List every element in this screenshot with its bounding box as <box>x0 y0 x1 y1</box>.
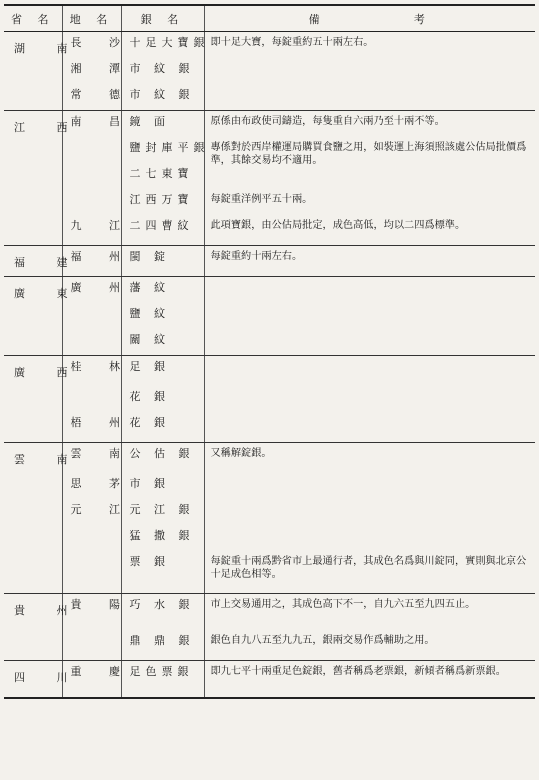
header-remarks-a: 備 <box>308 12 326 26</box>
remarks-cell <box>204 32 535 111</box>
silver-name: 元 江 銀 <box>129 503 195 516</box>
remark-text: 每錠重洋例平五十兩。 <box>210 194 313 205</box>
remark-text: 此項寶銀，由公估局批定，成色高低，均以二四爲標準。 <box>210 220 466 231</box>
silver-name: 市 紋 銀 <box>129 88 195 101</box>
silver-cell <box>121 246 204 277</box>
silver-name: 巧 水 銀 <box>129 598 195 611</box>
remark-text <box>205 277 536 303</box>
province-name: 廣 西 <box>14 366 82 379</box>
place-name <box>63 630 121 660</box>
silver-name: 花 銀 <box>129 416 170 429</box>
place-cell <box>62 661 132 699</box>
silver-cell <box>121 111 210 246</box>
remarks-cell <box>204 111 535 246</box>
province-name: 廣 東 <box>14 287 82 300</box>
table-row <box>4 111 535 246</box>
silver-name: 二四曹紋 <box>129 219 194 232</box>
remarks-cell <box>204 594 535 661</box>
place-name <box>63 189 121 215</box>
place-name: 九 江 <box>70 219 132 232</box>
remark-text: 即十足大寶，每錠重約五十兩左右。 <box>210 37 374 48</box>
header-remarks-b: 考 <box>413 12 431 26</box>
place-name: 貴 陽 <box>70 598 132 611</box>
place-name: 雲 南 <box>70 447 132 460</box>
place-name <box>63 163 121 189</box>
silver-name: 足 銀 <box>129 360 170 373</box>
place-cell <box>62 246 132 277</box>
place-name: 福 州 <box>70 250 132 263</box>
silver-cell <box>121 277 204 356</box>
remark-text: 又稱解錠銀。 <box>210 448 272 459</box>
province-name: 湖 南 <box>14 42 82 55</box>
place-name: 思 茅 <box>70 477 132 490</box>
place-name <box>63 525 121 551</box>
table-row <box>4 32 535 111</box>
place-name <box>63 386 121 412</box>
remark-text <box>205 303 536 329</box>
place-cell <box>62 111 132 246</box>
remark-text <box>205 525 536 551</box>
header-province: 省 名 <box>4 5 62 32</box>
remark-text <box>205 412 536 442</box>
place-name: 湘 潭 <box>70 62 132 75</box>
province-cell <box>4 594 82 661</box>
place-name <box>63 303 121 329</box>
table-row <box>4 661 535 699</box>
remark-text: 即九七平十兩重足色錠銀，舊者稱爲老票銀，新傾者稱爲新票銀。 <box>210 666 506 677</box>
remark-text <box>205 386 536 412</box>
province-cell <box>4 356 82 443</box>
place-name <box>63 137 121 163</box>
table-row <box>4 594 535 661</box>
place-name: 梧 州 <box>70 416 132 429</box>
silver-name: 市 銀 <box>129 477 170 490</box>
remark-text <box>205 58 536 84</box>
remark-text <box>205 163 536 189</box>
place-cell <box>62 356 132 443</box>
place-name: 廣 州 <box>70 281 132 294</box>
province-cell <box>4 277 82 356</box>
table-row <box>4 246 535 277</box>
remarks-cell <box>204 246 535 277</box>
place-name: 元 江 <box>70 503 132 516</box>
place-name: 常 德 <box>70 88 132 101</box>
province-cell <box>4 111 82 246</box>
place-name: 桂 林 <box>70 360 132 373</box>
silver-name: 十足大寶銀 <box>129 36 210 49</box>
remark-text: 銀色自九八五至九九五，銀兩交易作爲輔助之用。 <box>210 635 435 646</box>
remark-text <box>205 499 536 525</box>
silver-name: 市 紋 銀 <box>129 62 195 75</box>
remark-text: 原係由布政使司鑄造，每隻重自六兩乃至十兩不等。 <box>210 116 445 127</box>
silver-cell <box>121 661 204 699</box>
silver-ingot-table <box>4 4 535 699</box>
remark-text <box>205 329 536 355</box>
place-name: 重 慶 <box>70 665 132 678</box>
remarks-cell <box>204 356 535 443</box>
table-row <box>4 443 535 594</box>
silver-name: 鹽封庫平銀 <box>129 141 210 154</box>
silver-name: 鼎 鼎 銀 <box>129 634 195 647</box>
place-name <box>63 551 121 593</box>
silver-cell <box>121 32 210 111</box>
table-header-row <box>4 5 535 32</box>
place-name: 南 昌 <box>70 115 132 128</box>
remark-text: 專係對於西岸權運局購買食鹽之用，如裝運上海須照該處公估局批價爲準，其餘交易均不適用。 <box>210 142 527 166</box>
silver-name: 鹽 紋 <box>129 307 170 320</box>
place-cell <box>62 277 132 356</box>
table-row <box>4 277 535 356</box>
place-cell <box>62 594 132 661</box>
silver-name: 足色票銀 <box>129 665 194 678</box>
province-name: 雲 南 <box>14 453 82 466</box>
place-cell <box>62 32 132 111</box>
silver-name: 江西万寶 <box>129 193 194 206</box>
silver-cell <box>121 594 204 661</box>
province-name: 福 建 <box>14 256 82 269</box>
province-cell <box>4 443 82 594</box>
silver-name: 鏡 面 <box>129 115 170 128</box>
remark-text <box>205 473 536 499</box>
place-name <box>63 329 121 355</box>
table-row <box>4 356 535 443</box>
province-cell <box>4 32 82 111</box>
remarks-cell <box>204 443 535 594</box>
silver-name: 花 銀 <box>129 390 170 403</box>
remark-text: 每錠重約十兩左右。 <box>210 251 303 262</box>
remark-text <box>205 356 536 386</box>
silver-cell <box>121 443 204 594</box>
silver-name: 猛 撒 銀 <box>129 529 195 542</box>
remark-text: 市上交易通用之，其成色高下不一，自九六五至九四五止。 <box>210 599 476 610</box>
silver-name: 閩 錠 <box>129 250 170 263</box>
silver-ingot-table-page <box>4 4 535 776</box>
remarks-cell <box>204 277 535 356</box>
province-name: 江 西 <box>14 121 82 134</box>
province-name: 四 川 <box>14 671 82 684</box>
remarks-cell <box>204 661 535 699</box>
silver-name: 藩 紋 <box>129 281 170 294</box>
silver-cell <box>121 356 204 443</box>
remark-text <box>205 84 536 110</box>
province-cell <box>4 661 82 699</box>
remark-text: 每錠重十兩爲黔省市上最通行者，其成色名爲與川錠同，實則與北京公十足成色相等。 <box>210 556 527 580</box>
header-silver: 銀 名 <box>121 5 204 32</box>
header-place: 地 名 <box>62 5 121 32</box>
header-remarks <box>204 5 535 32</box>
silver-name: 票 銀 <box>129 555 170 568</box>
silver-name: 公 估 銀 <box>129 447 195 460</box>
province-cell <box>4 246 82 277</box>
place-name: 長 沙 <box>70 36 132 49</box>
province-name: 貴 州 <box>14 604 82 617</box>
silver-name: 二七東寶 <box>129 167 194 180</box>
silver-name: 關 紋 <box>129 333 170 346</box>
place-cell <box>62 443 132 594</box>
